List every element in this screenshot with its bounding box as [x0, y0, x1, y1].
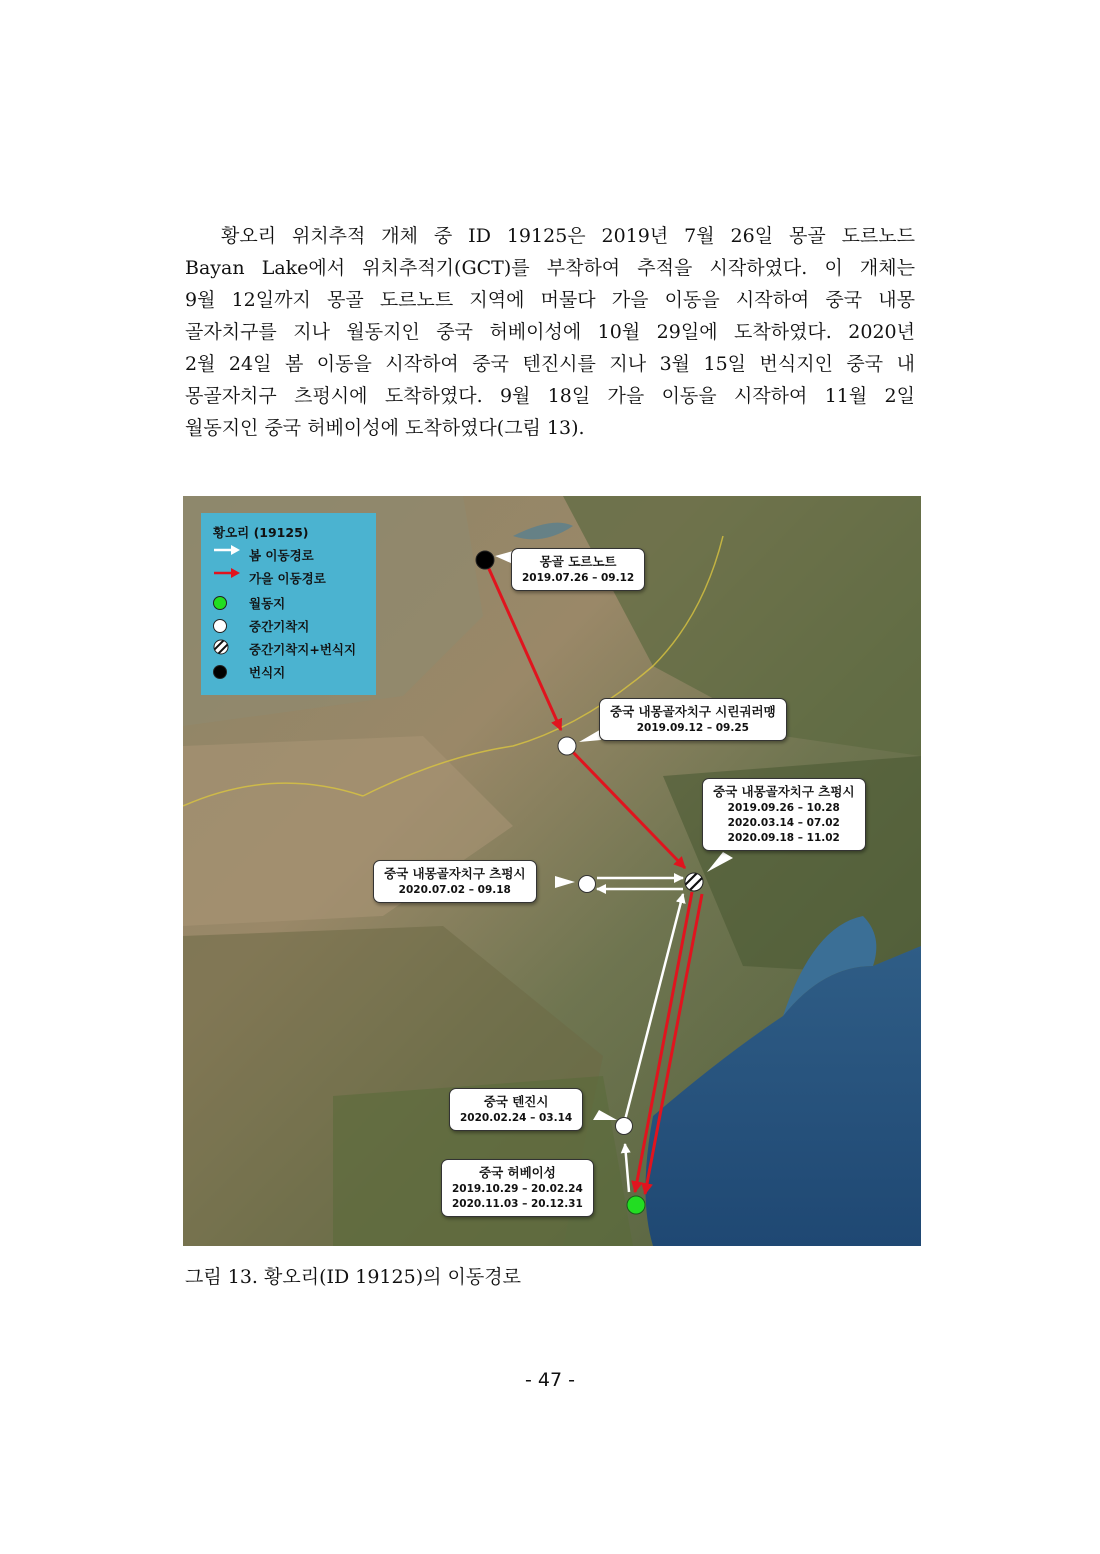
callout-title: 중국 내몽골자치구 츠펑시: [384, 866, 526, 881]
legend-stopover: [213, 616, 309, 636]
legend-stopover-breeding-label: 중간기착지+번식지: [249, 642, 357, 657]
legend-autumn-route: [213, 568, 326, 588]
page-number: - 47 -: [525, 1369, 575, 1391]
callout-date: 2020.11.03 – 20.12.31: [452, 1198, 583, 1210]
callout-title: 중국 허베이성: [479, 1165, 556, 1180]
legend-spring-label: 봄 이동경로: [249, 548, 314, 563]
legend-breeding: [213, 662, 285, 682]
callout-chifeng-main: [702, 778, 866, 851]
stopover-chifeng-west-dot: [579, 876, 596, 893]
white-arrow-icon: [213, 545, 243, 565]
legend-wintering: [213, 593, 285, 613]
figure-caption: 그림 13. 황오리(ID 19125)의 이동경로: [185, 1266, 521, 1288]
callout-tianjin: [449, 1088, 583, 1131]
callout-xilingol: [599, 698, 787, 741]
body-line: Bayan Lake에서 위치추적기(GCT)를 부착하여 추적을 시작하였다. 이 개체는: [185, 257, 915, 279]
callout-mongolia: [511, 548, 645, 591]
callout-date: 2020.09.18 – 11.02: [727, 832, 840, 844]
hatched-dot-icon: [213, 639, 243, 659]
map-legend: [201, 513, 376, 695]
body-line: 9월 12일까지 몽골 도르노트 지역에 머물다 가을 이동을 시작하여 중국 내몽: [185, 289, 915, 311]
callout-title: 중국 내몽골자치구 시린궈러맹: [610, 704, 776, 719]
legend-breeding-label: 번식지: [249, 665, 286, 680]
body-line: 골자치구를 지나 월동지인 중국 허베이성에 10월 29일에 도착하였다. 2020년: [185, 321, 915, 343]
stopover-tianjin-dot: [616, 1118, 633, 1135]
wintering-hebei-dot: [627, 1196, 645, 1214]
callout-hebei: [441, 1159, 594, 1217]
body-line: 월동지인 중국 허베이성에 도착하였다(그림 13).: [185, 417, 585, 439]
black-dot-icon: [213, 665, 227, 679]
white-dot-icon: [213, 619, 227, 633]
legend-title: 황오리 (19125): [213, 525, 309, 540]
breeding-site-mongolia-dot: [476, 551, 494, 569]
callout-title: 몽골 도르노트: [539, 554, 617, 569]
stopover-xilingol-dot: [558, 737, 576, 755]
legend-wintering-label: 월동지: [249, 596, 286, 611]
body-line: 몽골자치구 츠펑시에 도착하였다. 9월 18일 가을 이동을 시작하여 11월 2일: [185, 385, 915, 407]
migration-map: [183, 496, 921, 1246]
callout-date: 2020.02.24 – 03.14: [460, 1112, 573, 1124]
body-paragraph: [185, 220, 915, 444]
legend-autumn-label: 가을 이동경로: [249, 571, 326, 586]
callout-date: 2020.03.14 – 07.02: [727, 817, 840, 829]
callout-chifeng-west: [373, 860, 537, 903]
callout-date: 2020.07.02 – 09.18: [398, 884, 511, 896]
callout-date: 2019.07.26 – 09.12: [522, 572, 635, 584]
legend-stopover-label: 중간기착지: [249, 619, 310, 634]
body-line: 황오리 위치추적 개체 중 ID 19125은 2019년 7월 26일 몽골 도르노드: [221, 225, 915, 247]
green-dot-icon: [213, 596, 227, 610]
legend-stopover-breeding: [213, 639, 356, 659]
callout-title: 중국 텐진시: [483, 1094, 549, 1109]
callout-date: 2019.09.12 – 09.25: [636, 722, 749, 734]
red-arrow-icon: [213, 568, 243, 588]
callout-date: 2019.09.26 – 10.28: [727, 802, 840, 814]
body-line: 2월 24일 봄 이동을 시작하여 중국 텐진시를 지나 3월 15일 번식지인 중국 내: [185, 353, 915, 375]
callout-title: 중국 내몽골자치구 츠펑시: [713, 784, 855, 799]
callout-date: 2019.10.29 – 20.02.24: [452, 1183, 583, 1195]
legend-spring-route: [213, 545, 314, 565]
